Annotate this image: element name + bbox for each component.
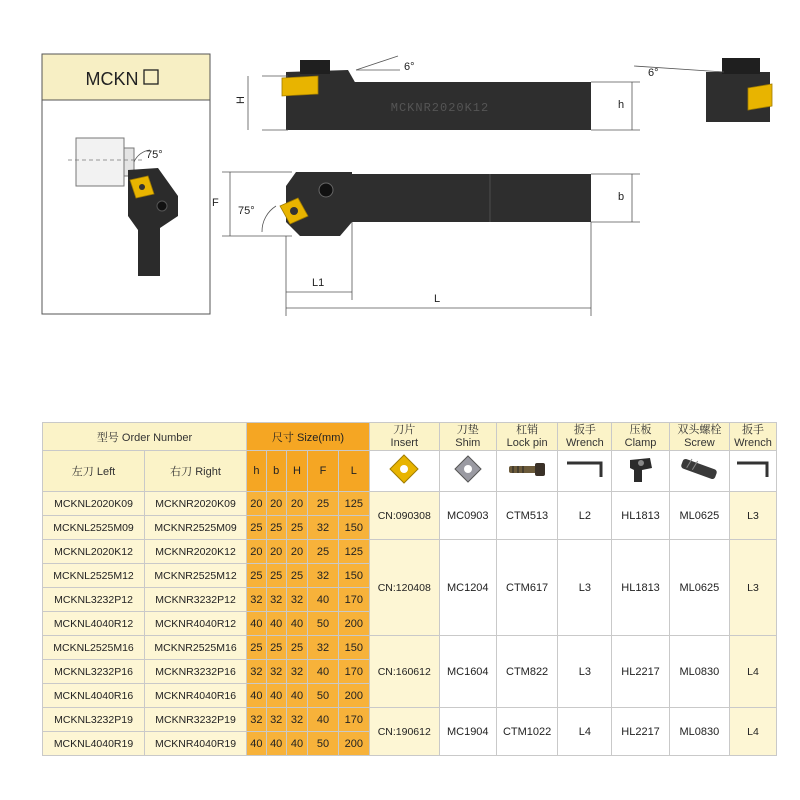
size-h: 40 (247, 684, 267, 708)
wrench-2-icon (730, 451, 777, 492)
lock-pin-icon (496, 451, 557, 492)
left-order-number: MCKNL4040R16 (43, 684, 145, 708)
size-h: 20 (247, 540, 267, 564)
order-number-header: 型号 Order Number (43, 423, 247, 451)
part-insert: CN:090308 (369, 492, 439, 540)
right-order-number: MCKNR4040R16 (145, 684, 247, 708)
size-F: 25 (308, 492, 338, 516)
size-F: 40 (308, 588, 338, 612)
part-header-screw: 双头螺栓 Screw (669, 423, 729, 451)
size-H: 40 (286, 732, 308, 756)
part-shim: MC1204 (439, 540, 496, 636)
right-order-number: MCKNR3232P12 (145, 588, 247, 612)
size-L: 200 (338, 732, 369, 756)
part-wrench2: L3 (730, 492, 777, 540)
size-h: 25 (247, 636, 267, 660)
wrench-icon (558, 451, 612, 492)
left-order-number: MCKNL2525M09 (43, 516, 145, 540)
size-F: 32 (308, 636, 338, 660)
dim-F-label: F (212, 197, 219, 209)
size-F: 50 (308, 732, 338, 756)
left-order-number: MCKNL2020K09 (43, 492, 145, 516)
size-L: 150 (338, 636, 369, 660)
size-h: 40 (247, 732, 267, 756)
part-wrench: L3 (558, 540, 612, 636)
size-b: 32 (266, 708, 286, 732)
size-h: 40 (247, 612, 267, 636)
part-clamp: HL1813 (612, 540, 669, 636)
right-order-number: MCKNR4040R12 (145, 612, 247, 636)
part-screw: ML0625 (669, 540, 729, 636)
part-clamp: HL2217 (612, 636, 669, 708)
size-H: 20 (286, 540, 308, 564)
part-header-wrench: 扳手 Wrench (558, 423, 612, 451)
right-order-number: MCKNR2525M16 (145, 636, 247, 660)
size-col-L: L (338, 451, 369, 492)
size-h: 32 (247, 708, 267, 732)
size-b: 32 (266, 660, 286, 684)
size-L: 200 (338, 684, 369, 708)
size-H: 20 (286, 492, 308, 516)
size-L: 170 (338, 708, 369, 732)
workpiece (76, 138, 124, 186)
size-H: 25 (286, 516, 308, 540)
part-wrench: L3 (558, 636, 612, 708)
end-view-insert (748, 84, 772, 110)
angle-6-left: 6° (404, 61, 415, 73)
right-header: 右刀 Right (145, 451, 247, 492)
right-order-number: MCKNR3232P19 (145, 708, 247, 732)
size-b: 40 (266, 732, 286, 756)
size-H: 32 (286, 660, 308, 684)
size-col-b: b (266, 451, 286, 492)
left-order-number: MCKNL3232P12 (43, 588, 145, 612)
dim-b-label: b (618, 191, 625, 203)
size-F: 32 (308, 564, 338, 588)
right-order-number: MCKNR2525M12 (145, 564, 247, 588)
size-col-h: h (247, 451, 267, 492)
inset-angle-label: 75° (146, 149, 163, 161)
table-row (43, 708, 777, 732)
size-H: 25 (286, 564, 308, 588)
right-order-number: MCKNR4040R19 (145, 732, 247, 756)
side-view (235, 56, 640, 130)
size-b: 40 (266, 612, 286, 636)
part-screw: ML0625 (669, 492, 729, 540)
part-header-wrench-2: 扳手 Wrench (730, 423, 777, 451)
clamp-icon (612, 451, 669, 492)
part-wrench2: L4 (730, 636, 777, 708)
left-order-number: MCKNL2020K12 (43, 540, 145, 564)
right-order-number: MCKNR2525M09 (145, 516, 247, 540)
size-b: 40 (266, 684, 286, 708)
dim-h-label: h (618, 99, 625, 111)
side-view-insert (282, 76, 318, 96)
screw-icon (669, 451, 729, 492)
part-header-lock-pin: 杠销 Lock pin (496, 423, 557, 451)
size-H: 40 (286, 612, 308, 636)
right-order-number: MCKNR3232P16 (145, 660, 247, 684)
top-view-shank (286, 172, 591, 236)
size-col-F: F (308, 451, 338, 492)
left-order-number: MCKNL2525M16 (43, 636, 145, 660)
size-h: 20 (247, 492, 267, 516)
dim-L-label: L (434, 293, 441, 305)
size-L: 170 (338, 660, 369, 684)
part-lock-pin: CTM617 (496, 540, 557, 636)
size-h: 32 (247, 660, 267, 684)
left-order-number: MCKNL4040R19 (43, 732, 145, 756)
left-order-number: MCKNL2525M12 (43, 564, 145, 588)
size-F: 50 (308, 612, 338, 636)
insert-icon (369, 451, 439, 492)
size-L: 200 (338, 612, 369, 636)
part-insert: CN:120408 (369, 540, 439, 636)
left-order-number: MCKNL4040R12 (43, 612, 145, 636)
part-lock-pin: CTM1022 (496, 708, 557, 756)
part-insert: CN:160612 (369, 636, 439, 708)
part-lock-pin: CTM513 (496, 492, 557, 540)
size-H: 32 (286, 708, 308, 732)
part-shim: MC1904 (439, 708, 496, 756)
part-wrench: L2 (558, 492, 612, 540)
size-L: 170 (338, 588, 369, 612)
top-view (212, 172, 640, 316)
size-col-H: H (286, 451, 308, 492)
size-H: 25 (286, 636, 308, 660)
size-F: 40 (308, 708, 338, 732)
size-b: 25 (266, 516, 286, 540)
dim-L1-label: L1 (312, 277, 325, 289)
size-F: 32 (308, 516, 338, 540)
part-insert: CN:190612 (369, 708, 439, 756)
size-h: 32 (247, 588, 267, 612)
part-screw: ML0830 (669, 636, 729, 708)
size-b: 20 (266, 492, 286, 516)
spec-table (42, 422, 777, 756)
angle-6-right: 6° (648, 67, 659, 79)
size-b: 20 (266, 540, 286, 564)
size-h: 25 (247, 516, 267, 540)
size-L: 150 (338, 516, 369, 540)
size-F: 25 (308, 540, 338, 564)
size-b: 25 (266, 564, 286, 588)
shank-marking: MCKNR2020K12 (390, 101, 490, 115)
table-row (43, 492, 777, 516)
right-order-number: MCKNR2020K12 (145, 540, 247, 564)
angle-75-label: 75° (238, 205, 255, 217)
shim-icon (439, 451, 496, 492)
right-order-number: MCKNR2020K09 (145, 492, 247, 516)
size-F: 40 (308, 660, 338, 684)
part-header-insert: 刀片 Insert (369, 423, 439, 451)
part-clamp: HL1813 (612, 492, 669, 540)
size-F: 50 (308, 684, 338, 708)
left-order-number: MCKNL3232P19 (43, 708, 145, 732)
part-clamp: HL2217 (612, 708, 669, 756)
size-L: 150 (338, 564, 369, 588)
part-header-shim: 刀垫 Shim (439, 423, 496, 451)
part-header-clamp: 压板 Clamp (612, 423, 669, 451)
series-label: MCKN (85, 69, 139, 89)
table-row (43, 636, 777, 660)
size-L: 125 (338, 492, 369, 516)
size-L: 125 (338, 540, 369, 564)
part-shim: MC0903 (439, 492, 496, 540)
spec-table-body (43, 492, 777, 756)
size-H: 40 (286, 684, 308, 708)
size-h: 25 (247, 564, 267, 588)
part-shim: MC1604 (439, 636, 496, 708)
part-wrench: L4 (558, 708, 612, 756)
part-wrench2: L4 (730, 708, 777, 756)
size-b: 32 (266, 588, 286, 612)
end-view (634, 58, 772, 122)
series-inset (42, 54, 210, 314)
size-b: 25 (266, 636, 286, 660)
table-row (43, 540, 777, 564)
dim-H-label: H (235, 96, 247, 104)
part-screw: ML0830 (669, 708, 729, 756)
part-wrench2: L3 (730, 540, 777, 636)
part-lock-pin: CTM822 (496, 636, 557, 708)
left-header: 左刀 Left (43, 451, 145, 492)
size-header: 尺寸 Size(mm) (247, 423, 370, 451)
size-H: 32 (286, 588, 308, 612)
left-order-number: MCKNL3232P16 (43, 660, 145, 684)
